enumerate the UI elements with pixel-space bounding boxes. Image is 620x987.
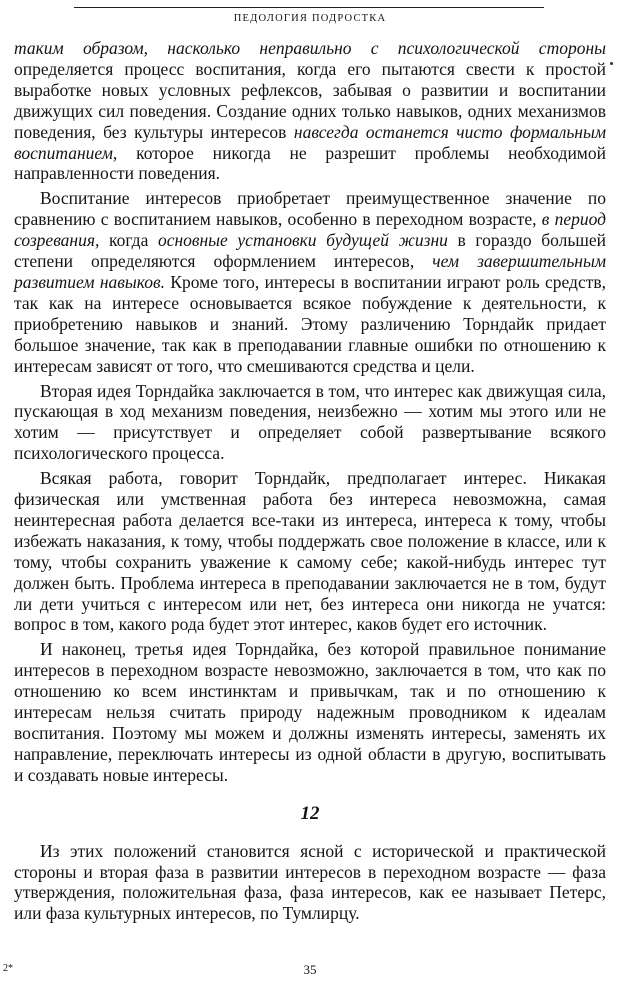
italic-span: в период созревания, xyxy=(14,209,606,251)
text-span: Воспитание интересов приобретает преимущественное значение по сравнению с воспитанием навыков, особенно в переходном возрасте, xyxy=(14,188,606,230)
text-span: когда xyxy=(99,230,158,251)
running-header: ПЕДОЛОГИЯ ПОДРОСТКА xyxy=(233,13,387,24)
italic-span: таким образом, насколько неправильно с психологической стороны xyxy=(14,38,606,58)
italic-span: навсегда останется чисто формальным воспитанием, xyxy=(14,121,606,163)
italic-span: чем завершительным развитием навыков. xyxy=(14,251,606,292)
page-number: 35 xyxy=(303,962,317,977)
paragraph-3: Вторая идея Торндайка заключается в том, что интерес как движущая сила, пускающая в ход механизм поведения, неизбежно — хотим мы этого или не хотим — присутствует и определяет собой развертывание всякого психологического процесса. xyxy=(14,380,606,464)
paragraph-4: Всякая работа, говорит Торндайк, предполагает интерес. Никакая физическая или умственная работа без интереса невозможна, самая неинтересная работа делается все-таки из интереса, интереса к тому, чтобы избежать наказания, к тому, чтобы поддержать свое положение в классе, или к тому, чтобы сохранить уважение к самому себе; какой-нибудь интерес тут должен быть. Проблема интереса в преподавании заключается не в том, будут ли дети учиться с интересом или нет, без интереса они никогда не учатся: вопрос в том, какого рода будет этот интерес, каков будет его источник. xyxy=(14,468,606,635)
text-span: которое никогда не разрешит проблемы необходимой направленности поведения. xyxy=(14,142,606,184)
italic-span: основные установки будущей жизни xyxy=(157,230,448,251)
paragraph-5: И наконец, третья идея Торндайка, без которой правильное понимание интересов в переходном возрасте невозможно, заключается в том, что как по отношению ко всем инстинктам и привычкам, так и по отношению к интересам нельзя считать природу надежным проводником к идеалам воспитания. Поэтому мы можем и должны изменять интересы, заменять их направление, переключать интересы из одной области в другую, воспитывать и создавать новые интересы. xyxy=(14,639,606,785)
page-body xyxy=(14,38,606,928)
text-span: определяется процесс воспитания, когда его пытаются свести к простой выработке новых условных рефлексов, забывая о развитии и воспитании движущих сил поведения. Создание одних только навыков, одних механизмов поведения, без культуры интересов xyxy=(14,58,606,142)
paragraph-1 xyxy=(14,38,606,184)
signature-mark: 2* xyxy=(3,963,13,974)
header-rule xyxy=(74,7,544,8)
paragraph-2 xyxy=(14,188,606,376)
paragraph-6: Из этих положений становится ясной с исторической и практической стороны и вторая фаза в развитии интересов в переходном возрасте — фаза утверждения, положительная фаза, фаза интересов, как ее называет Петерс, или фаза культурных интересов, по Тумлирцу. xyxy=(14,840,606,924)
scan-speck xyxy=(610,62,613,65)
section-number: 12 xyxy=(300,802,320,824)
text-span: Кроме того, интересы в воспитании играют роль средств, так как на интересе основывается всякое побуждение к деятельности, к приобретению навыков и знаний. Этому различению Торндайк придает большое значение, так как в преподавании главные ошибки по отношению к интересам зависят от того, что смешиваются средства и цели. xyxy=(14,271,607,376)
text-span: в гораздо большей степени определяются оформлением интересов, xyxy=(14,230,606,272)
